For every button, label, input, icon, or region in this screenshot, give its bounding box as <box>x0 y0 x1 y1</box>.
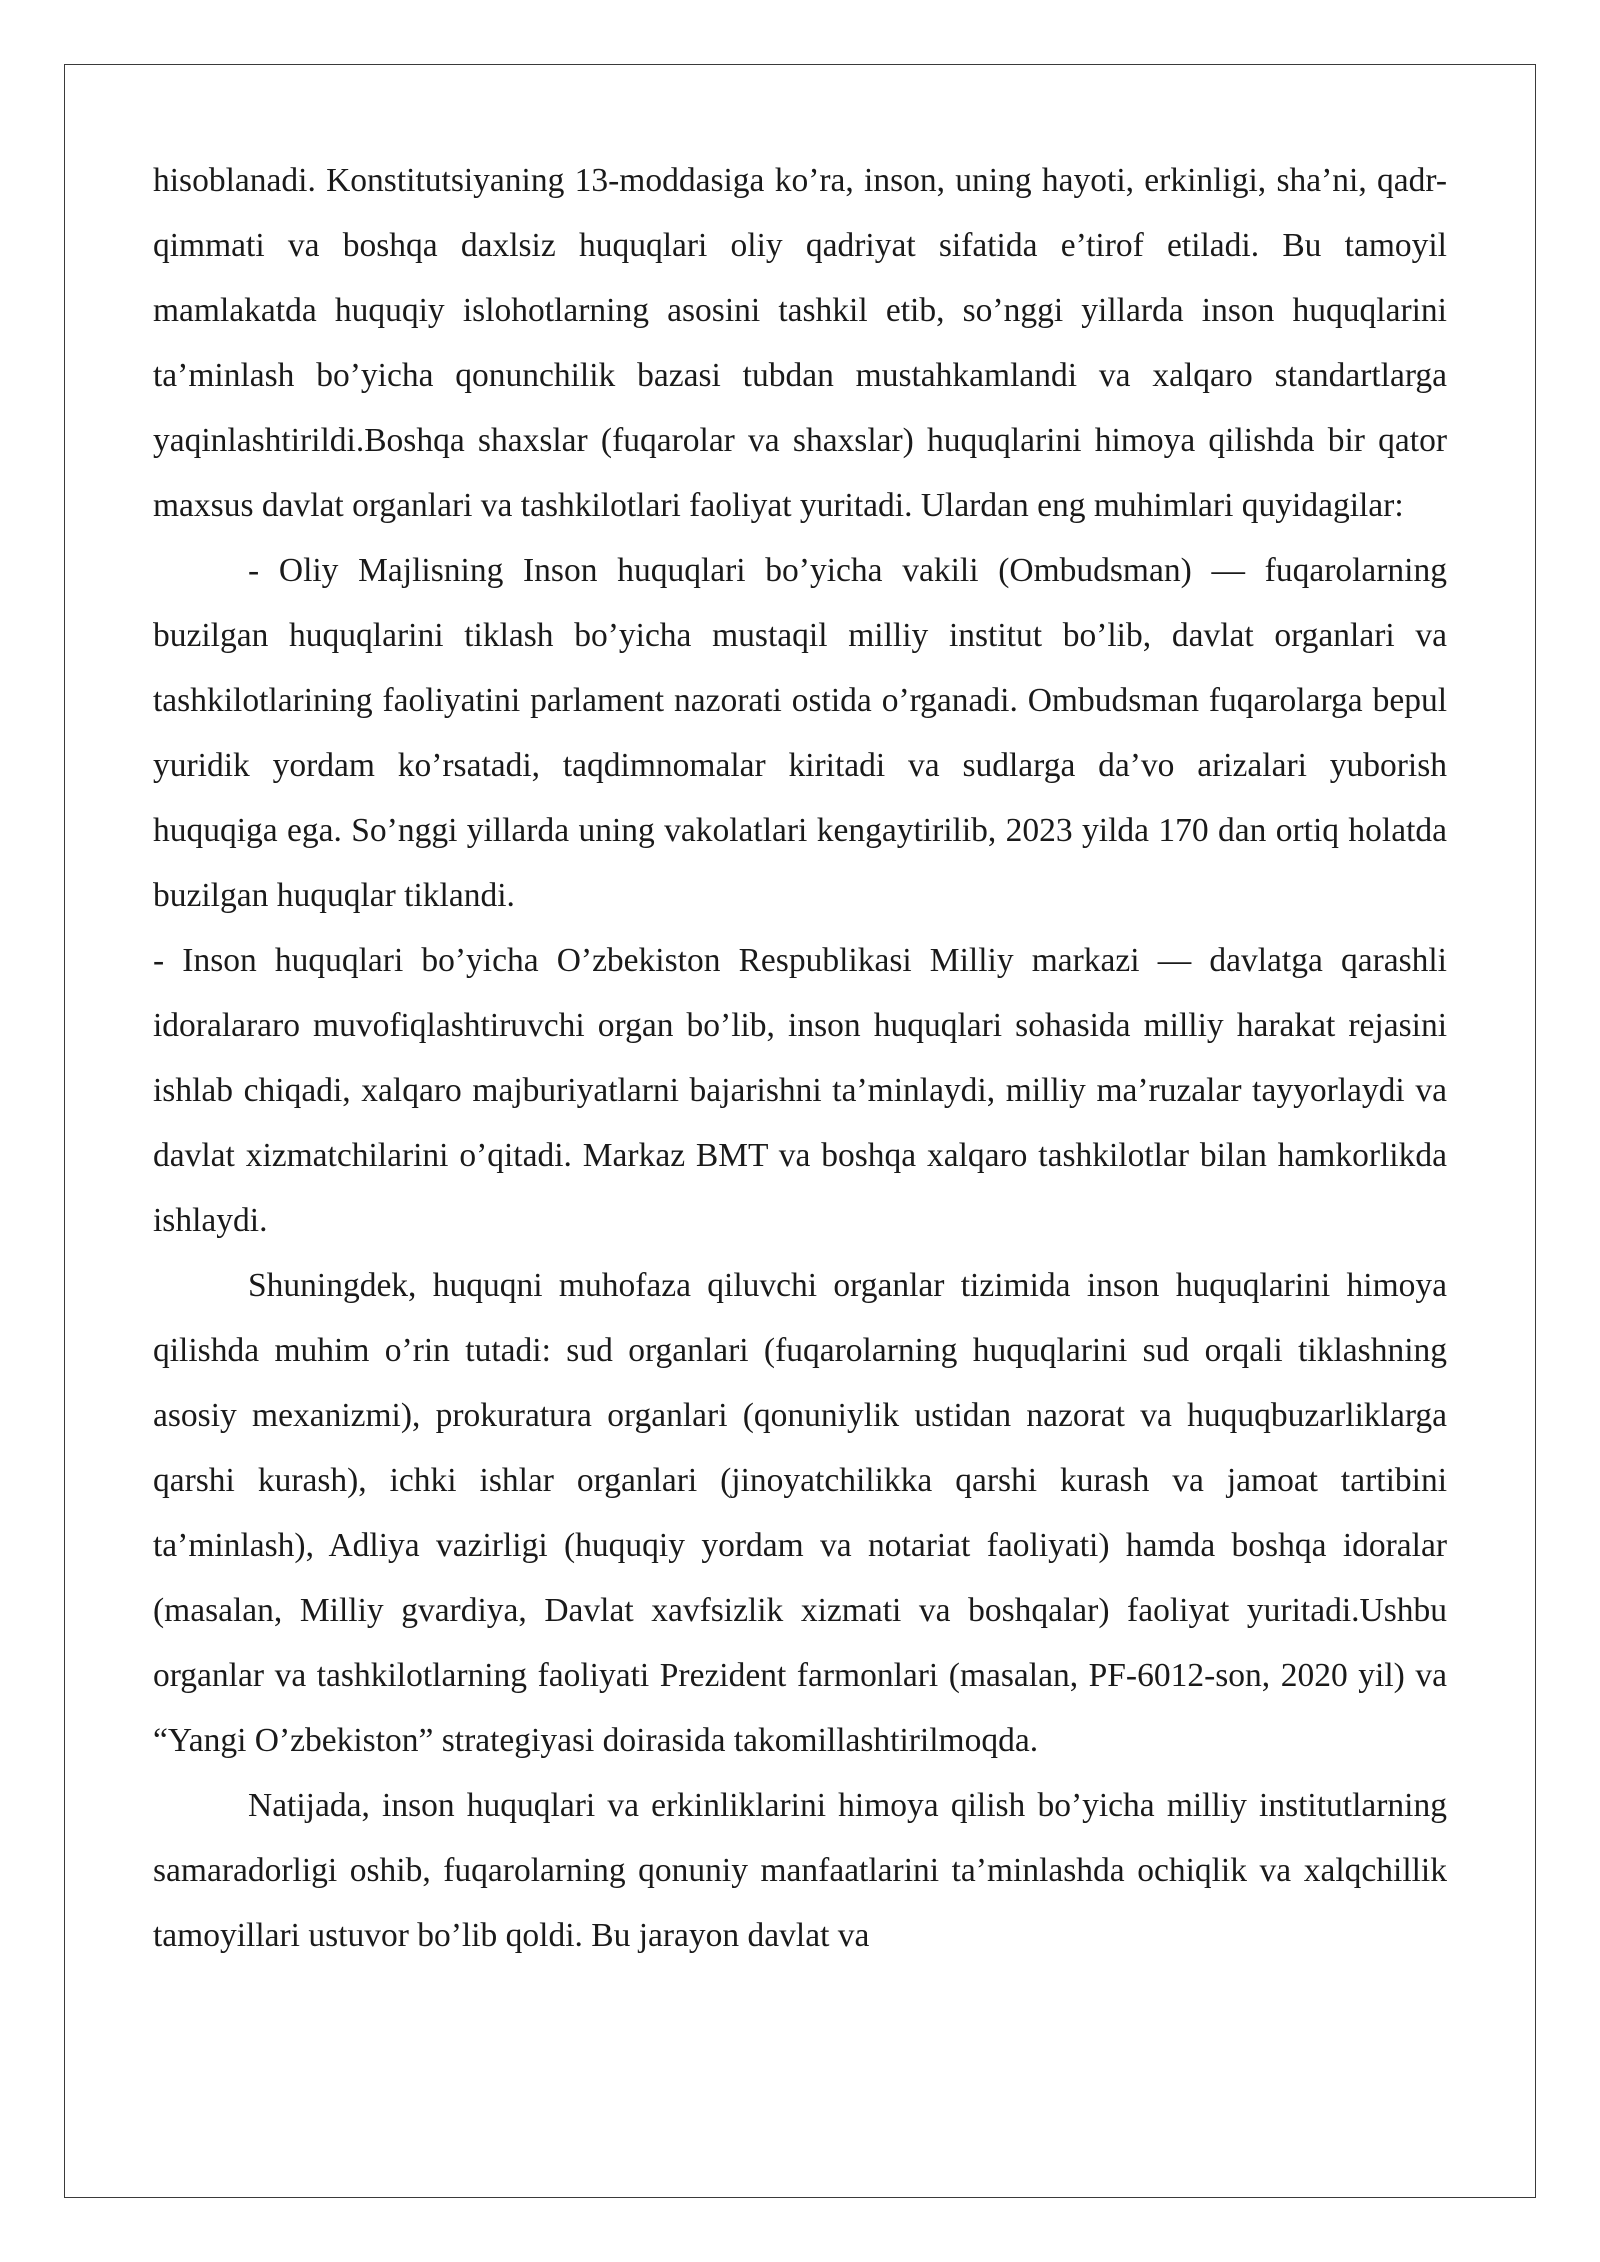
paragraph-1: hisoblanadi. Konstitutsiyaning 13-moddasiga ko’ra, inson, uning hayoti, erkinligi, sha’ni, qadr-qimmati va boshqa daxlsiz huquqlari oliy qadriyat sifatida e’tirof etiladi. Bu tamoyil mamlakatda huquqiy islohotlarning asosini tashkil etib, so’nggi yillarda inson huquqlarini ta’minlash bo’yicha qonunchilik bazasi tubdan mustahkamlandi va xalqaro standartlarga yaqinlashtirildi.Boshqa shaxslar (fuqarolar va shaxslar) huquqlarini himoya qilishda bir qator maxsus davlat organlari va tashkilotlari faoliyat yuritadi. Ulardan eng muhimlari quyidagilar: <box>153 162 1447 524</box>
paragraph-2-ombudsman: - Oliy Majlisning Inson huquqlari bo’yicha vakili (Ombudsman) — fuqarolarning buzilgan huquqlarini tiklash bo’yicha mustaqil milliy institut bo’lib, davlat organlari va tashkilotlarining faoliyatini parlament nazorati ostida o’rganadi. Ombudsman fuqarolarga bepul yuridik yordam ko’rsatadi, taqdimnomalar kiritadi va sudlarga da’vo arizalari yuborish huquqiga ega. So’nggi yillarda uning vakolatlari kengaytirilib, 2023 yilda 170 dan ortiq holatda buzilgan huquqlar tiklandi. <box>153 552 1447 914</box>
paragraph-5-conclusion: Natijada, inson huquqlari va erkinliklarini himoya qilish bo’yicha milliy institutlarning samaradorligi oshib, fuqarolarning qonuniy manfaatlarini ta’minlashda ochiqlik va xalqchillik tamoyillari ustuvor bo’lib qoldi. Bu jarayon davlat va <box>153 1787 1447 1954</box>
paragraph-3-national-center: - Inson huquqlari bo’yicha O’zbekiston Respublikasi Milliy markazi — davlatga qarashli idoralararo muvofiqlashtiruvchi organ bo’lib, inson huquqlari sohasida milliy harakat rejasini ishlab chiqadi, xalqaro majburiyatlarni bajarishni ta’minlaydi, milliy ma’ruzalar tayyorlaydi va davlat xizmatchilarini o’qitadi. Markaz BMT va boshqa xalqaro tashkilotlar bilan hamkorlikda ishlaydi. <box>153 942 1447 1239</box>
document-body <box>153 148 1447 1968</box>
paragraph-4-law-enforcement: Shuningdek, huquqni muhofaza qiluvchi organlar tizimida inson huquqlarini himoya qilishda muhim o’rin tutadi: sud organlari (fuqarolarning huquqlarini sud orqali tiklashning asosiy mexanizmi), prokuratura organlari (qonuniylik ustidan nazorat va huquqbuzarliklarga qarshi kurash), ichki ishlar organlari (jinoyatchilikka qarshi kurash va jamoat tartibini ta’minlash), Adliya vazirligi (huquqiy yordam va notariat faoliyati) hamda boshqa idoralar (masalan, Milliy gvardiya, Davlat xavfsizlik xizmati va boshqalar) faoliyat yuritadi.Ushbu organlar va tashkilotlarning faoliyati Prezident farmonlari (masalan, PF-6012-son, 2020 yil) va “Yangi O’zbekiston” strategiyasi doirasida takomillashtirilmoqda. <box>153 1267 1447 1759</box>
